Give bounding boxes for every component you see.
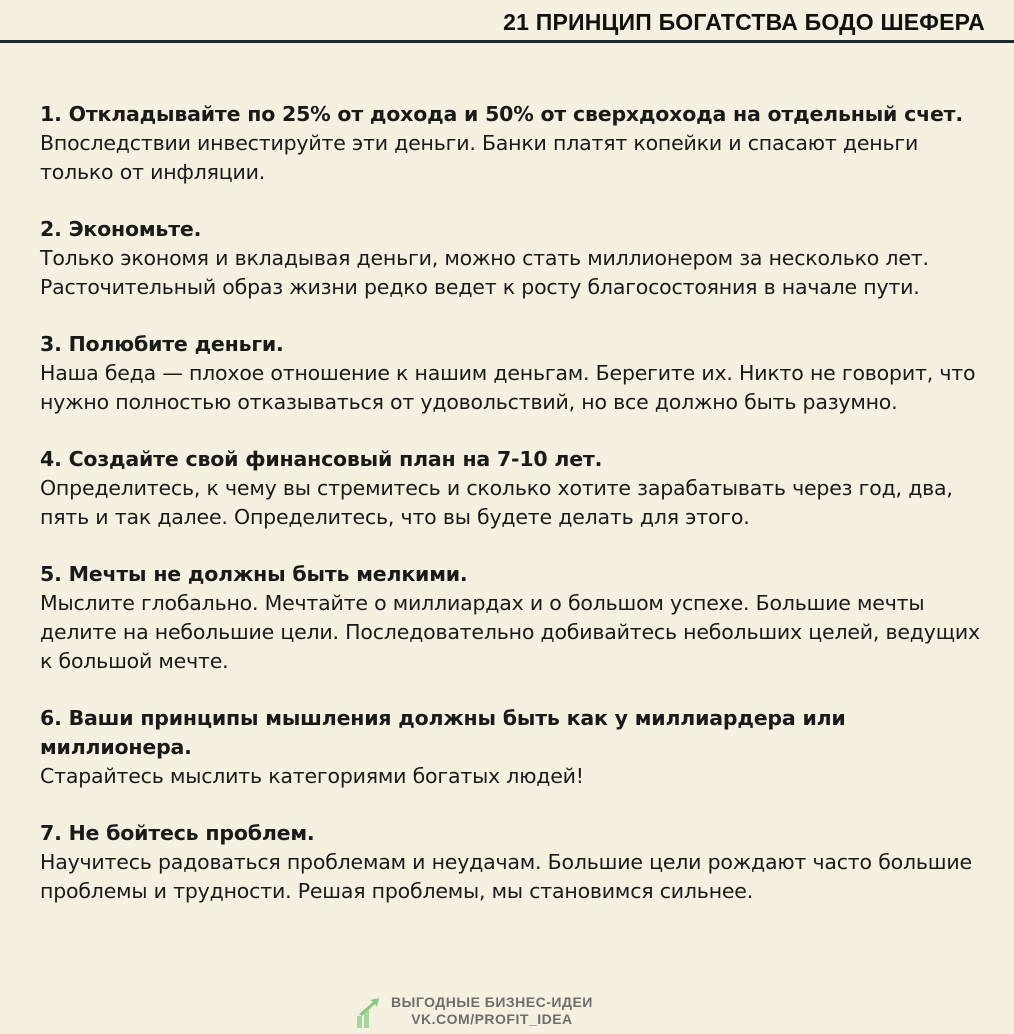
principle-heading: 6. Ваши принципы мышления должны быть как у миллиардера или миллионера. (40, 706, 846, 759)
principle-body: Впоследствии инвестируйте эти деньги. Банки платят копейки и спасают деньги только от инфляции. (40, 131, 919, 184)
principle-heading: 3. Полюбите деньги. (40, 332, 284, 356)
watermark (355, 994, 675, 1034)
watermark-link: VK.COM/PROFIT_IDEA (411, 1011, 573, 1027)
principles-list (40, 100, 990, 934)
principle-item (40, 445, 990, 532)
principle-item (40, 560, 990, 676)
principle-heading: 1. Откладывайте по 25% от дохода и 50% от сверхдохода на отдельный счет. (40, 102, 963, 126)
principle-body: Научитесь радоваться проблемам и неудачам. Большие цели рождают часто большие проблемы и трудности. Решая проблемы, мы становимся сильнее. (40, 850, 972, 903)
principle-body: Старайтесь мыслить категориями богатых людей! (40, 764, 584, 788)
principle-body: Мыслите глобально. Мечтайте о миллиардах и о большом успехе. Большие мечты делите на небольшие цели. Последовательно добивайтесь небольших целей, ведущих к большой мечте. (40, 591, 980, 673)
principle-item (40, 330, 990, 417)
principle-body: Определитесь, к чему вы стремитесь и сколько хотите зарабатывать через год, два, пять и так далее. Определитесь, что вы будете делать для этого. (40, 476, 953, 529)
principle-heading: 4. Создайте свой финансовый план на 7-10 лет. (40, 447, 603, 471)
principle-heading: 7. Не бойтесь проблем. (40, 821, 315, 845)
principle-heading: 5. Мечты не должны быть мелкими. (40, 562, 468, 586)
page-title: 21 ПРИНЦИП БОГАТСТВА БОДО ШЕФЕРА (503, 9, 985, 35)
watermark-line: ВЫГОДНЫЕ БИЗНЕС-ИДЕИ (391, 994, 593, 1010)
principle-item (40, 215, 990, 302)
principle-item (40, 704, 990, 791)
principle-body: Только экономя и вкладывая деньги, можно стать миллионером за несколько лет. Расточительный образ жизни редко ведет к росту благосостояния в начале пути. (40, 246, 929, 299)
principle-item (40, 100, 990, 187)
principle-item (40, 819, 990, 906)
principle-body: Наша беда — плохое отношение к нашим деньгам. Берегите их. Никто не говорит, что нужно полностью отказываться от удовольствий, но все должно быть разумно. (40, 361, 976, 414)
principle-heading: 2. Экономьте. (40, 217, 202, 241)
header-divider (0, 40, 1014, 43)
